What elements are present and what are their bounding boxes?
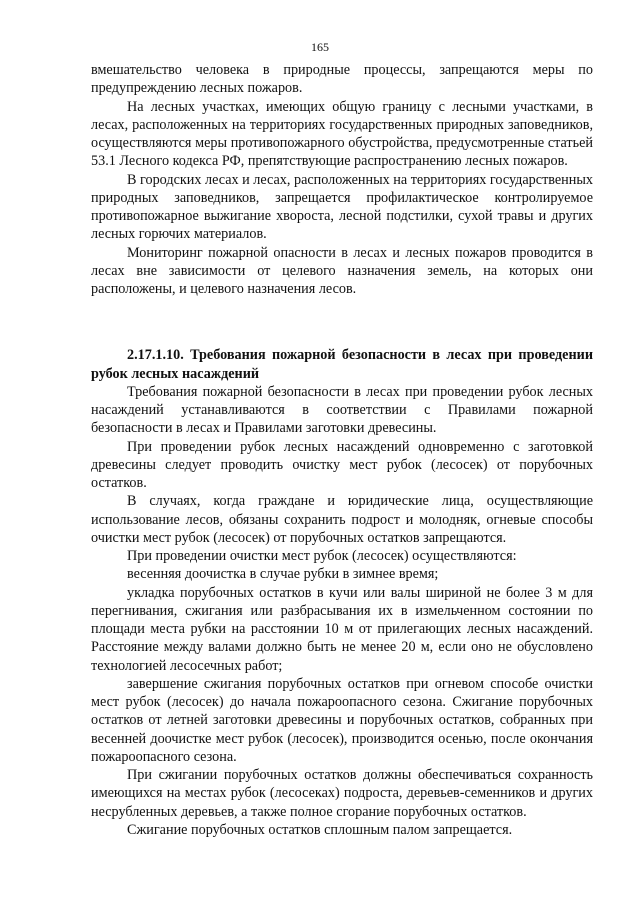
paragraph: В случаях, когда граждане и юридические лица, осуществляющие использование лесов, обязаны сохранить подрост и молодняк, огневые способы очистки мест рубок (лесосек) от порубочных остатков запрещаются. [91, 493, 593, 546]
paragraph: При сжигании порубочных остатков должны обеспечиваться сохранность имеющихся на местах рубок (лесосеках) подроста, деревьев-семенников и других несрубленных деревьев, а также полное сгорание порубочных остатков. [91, 767, 593, 820]
paragraph: Мониторинг пожарной опасности в лесах и лесных пожаров проводится в лесах вне зависимости от целевого назначения земель, на которых они расположены, и целевого назначения лесов. [91, 244, 593, 297]
paragraph: Требования пожарной безопасности в лесах при проведении рубок лесных насаждений устанавливаются в соответствии с Правилами пожарной безопасности в лесах и Правилами заготовки древесины. [91, 383, 593, 437]
list-item: весенняя доочистка в случае рубки в зимнее время; [127, 566, 439, 583]
paragraph: На лесных участках, имеющих общую границу с лесными участками, в лесах, расположенных на территориях государственных природных заповедников, осуществляются меры противопожарного обустройства, предусмотренные статьей 53.1 Лесного кодекса РФ, препятствующие распространению лесных пожаров. [91, 98, 593, 170]
paragraph: При проведении рубок лесных насаждений одновременно с заготовкой древесины следует проводить очистку мест рубок (лесосек) от порубочных остатков. [91, 438, 593, 491]
list-item: укладка порубочных остатков в кучи или валы шириной не более 3 м для перегнивания, сжигания или разбрасывания их в измельченном состоянии по площади места рубки на расстоянии 10 м от прилегающих лесных насаждений. Расстояние между валами должно быть не менее 20 м, если оно не обусловлено технологией лесосечных работ; [91, 584, 593, 674]
paragraph: При проведении очистки мест рубок (лесосек) осуществляются: [127, 548, 517, 564]
paragraph: вмешательство человека в природные процессы, запрещаются меры по предупреждению лесных пожаров. [91, 62, 593, 97]
list-item: завершение сжигания порубочных остатков при огневом способе очистки мест рубок (лесосек) до начала пожароопасного сезона. Сжигание порубочных остатков от летней заготовки древесины и порубочных остатков, собранных при весенней доочистке мест рубок (лесосек), производится осенью, после окончания пожароопасного сезона. [91, 675, 593, 765]
document-body [91, 61, 593, 839]
paragraph: Сжигание порубочных остатков сплошным палом запрещается. [127, 821, 513, 838]
paragraph: В городских лесах и лесах, расположенных на территориях государственных природных заповедников, запрещается профилактическое контролируемое противопожарное выжигание хвороста, лесной подстилки, сухой травы и других лесных горючих материалов. [91, 171, 593, 243]
page-number: 165 [311, 40, 329, 54]
section-heading: 2.17.1.10. Требования пожарной безопасности в лесах при проведении рубок лесных насаждений [91, 347, 593, 382]
